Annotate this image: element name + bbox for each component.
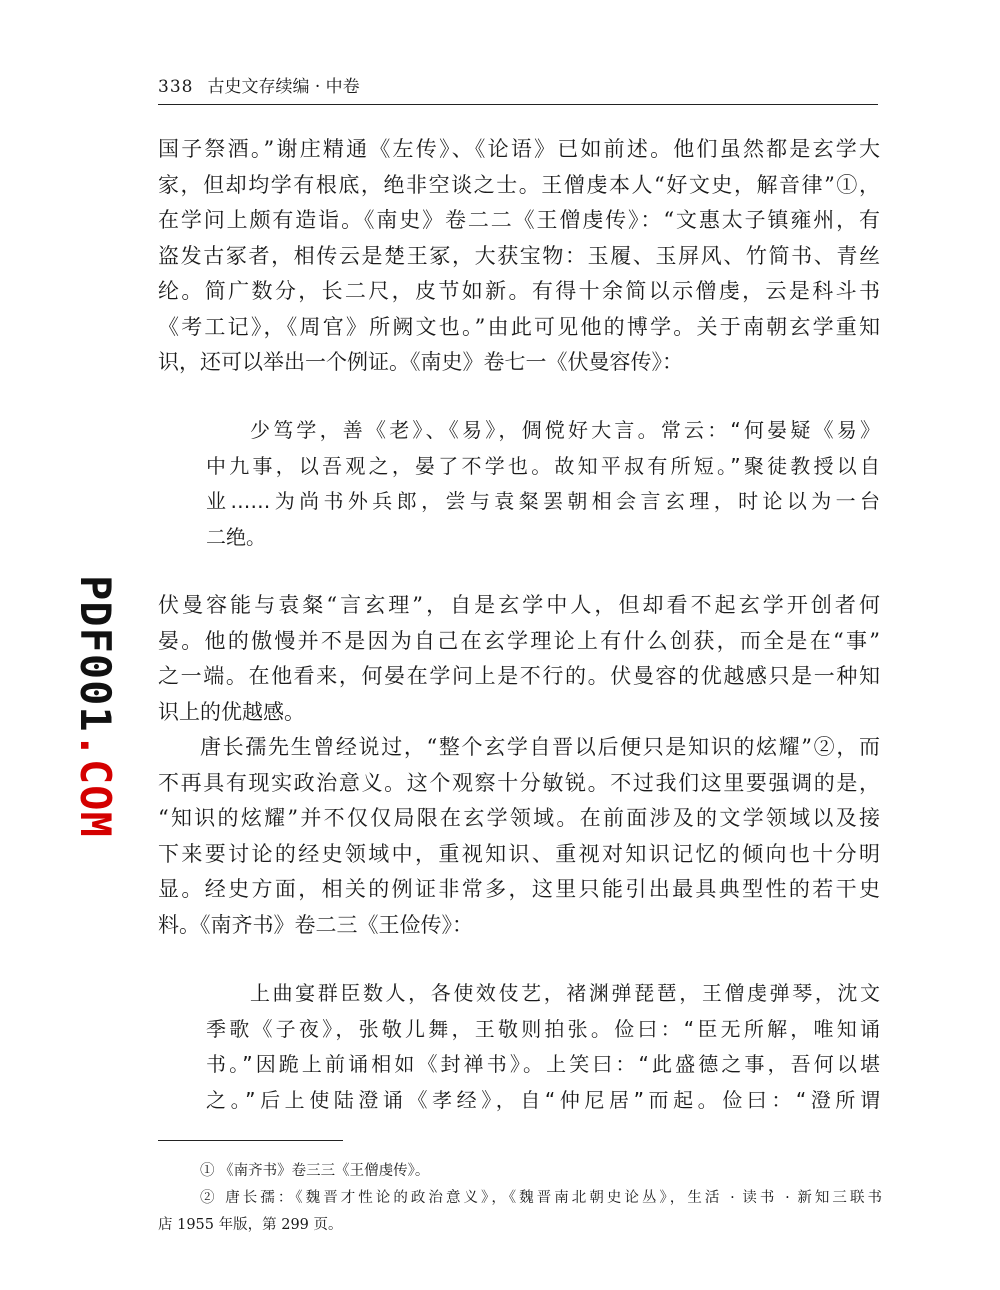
text-line: 之一端。在他看来，何晏在学问上是不行的。伏曼容的优越感只是一种知 <box>158 664 880 688</box>
running-header <box>158 74 878 105</box>
text-line: 伏曼容能与袁粲“言玄理”，自是玄学中人，但却看不起玄学开创者何 <box>158 593 880 617</box>
text-line: 在学问上颇有造诣。《南史》卷二二《王僧虔传》：“文惠太子镇雍州，有 <box>158 208 880 232</box>
quote-line: 中九事，以吾观之，晏了不学也。故知平叔有所短。”聚徒教授以自 <box>206 453 880 478</box>
footnotes <box>158 1158 882 1239</box>
page-number: 338 <box>158 77 194 97</box>
text-line: 料。《南齐书》卷二三《王俭传》： <box>158 912 473 937</box>
watermark-text: PDF001 <box>71 575 120 733</box>
quote-line: 少笃学，善《老》、《易》，倜傥好大言。常云：“何晏疑《易》 <box>250 418 880 442</box>
text-line: 显。经史方面，相关的例证非常多，这里只能引出最具典型性的若干史 <box>158 877 880 901</box>
quote-line: 季歌《子夜》，张敬儿舞，王敬则拍张。俭曰：“臣无所解，唯知诵 <box>206 1016 880 1041</box>
text-line: 纶。简广数分，长二尺，皮节如新。有得十余简以示僧虔，云是科斗书 <box>158 279 880 303</box>
paragraph-3 <box>158 730 880 943</box>
text-line: 国子祭酒。”谢庄精通《左传》、《论语》已如前述。他们虽然都是玄学大 <box>158 137 880 161</box>
quote-line: 之。”后上使陆澄诵《孝经》，自“仲尼居”而起。俭曰：“澄所谓 <box>206 1087 880 1112</box>
footnote-2: ② 唐长孺：《魏晋才性论的政治意义》，《魏晋南北朝史论丛》，生活 · 读书 · 新知三联书 <box>200 1190 882 1206</box>
text-line: 家，但却均学有根底，绝非空谈之士。王僧虔本人“好文史，解音律”①， <box>158 172 880 197</box>
block-quote-1 <box>206 413 880 555</box>
text-line: 盗发古冢者，相传云是楚王冢，大获宝物：玉履、玉屏风、竹简书、青丝 <box>158 243 880 268</box>
text-line: 《考工记》，《周官》所阙文也。”由此可见他的博学。关于南朝玄学重知 <box>158 314 880 339</box>
text-line: 不再具有现实政治意义。这个观察十分敏锐。不过我们这里要强调的是， <box>158 770 880 795</box>
quote-line: 上曲宴群臣数人，各使效伎艺，褚渊弹琵琶，王僧虔弹琴，沈文 <box>250 981 880 1005</box>
paragraph-2 <box>158 588 880 730</box>
footnote-1: ① 《南齐书》卷三三《王僧虔传》。 <box>200 1163 430 1179</box>
text-line: 下来要讨论的经史领域中，重视知识、重视对知识记忆的倾向也十分明 <box>158 841 880 866</box>
watermark-domain: .COM <box>71 732 120 838</box>
text-line: “知识的炫耀”并不仅仅局限在玄学领域。在前面涉及的文学领域以及接 <box>158 806 880 830</box>
footnote-2-continued: 店 1955 年版，第 299 页。 <box>158 1217 343 1233</box>
paragraph-1 <box>158 132 880 381</box>
block-quote-2 <box>206 976 880 1118</box>
text-line: 识，还可以举出一个例证。《南史》卷七一《伏曼容传》： <box>158 350 683 374</box>
book-title: 古史文存续编 · 中卷 <box>207 77 360 97</box>
quote-line: 二绝。 <box>206 524 266 549</box>
text-line: 晏。他的傲慢并不是因为自己在玄学理论上有什么创获，而全是在“事” <box>158 628 880 653</box>
text-line: 唐长孺先生曾经说过，“整个玄学自晋以后便只是知识的炫耀”②，而 <box>200 735 880 759</box>
quote-line: 业……为尚书外兵郎，尝与袁粲罢朝相会言玄理，时论以为一台 <box>206 489 880 513</box>
quote-line: 书。”因跪上前诵相如《封禅书》。上笑曰：“此盛德之事，吾何以堪 <box>206 1052 880 1076</box>
watermark <box>70 575 120 935</box>
text-line: 识上的优越感。 <box>158 699 305 724</box>
footnote-divider <box>158 1140 343 1141</box>
